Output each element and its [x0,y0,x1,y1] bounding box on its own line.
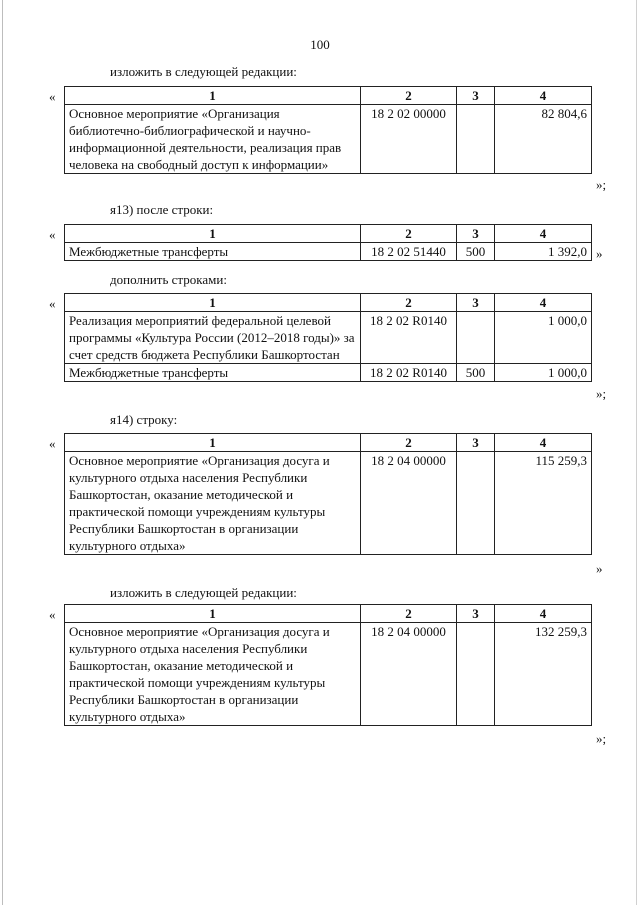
open-quote: « [49,296,56,311]
table-row [65,364,592,382]
close-quote: »; [596,177,607,192]
row-name: Реализация мероприятий федеральной целевой программы «Культура России (2012–2018 годы)» за счет средств бюджета Республики Башкортостан [65,312,361,364]
table-row [65,312,592,364]
row-type [457,105,495,174]
section-intro: я14) строку: [110,412,178,427]
row-type [457,623,495,726]
column-header: 1 [65,605,361,623]
row-code: 18 2 02 R0140 [361,312,457,364]
column-header: 2 [361,294,457,312]
section-intro: изложить в следующей редакции: [110,585,297,600]
row-type [457,312,495,364]
column-header: 2 [361,605,457,623]
row-name: Межбюджетные трансферты [65,364,361,382]
column-header: 4 [495,294,592,312]
column-header: 2 [361,225,457,243]
column-header: 1 [65,225,361,243]
table-row [65,623,592,726]
table-header-row [65,605,592,623]
column-header: 1 [65,434,361,452]
row-amount: 115 259,3 [495,452,592,555]
table-header-row [65,87,592,105]
row-amount: 132 259,3 [495,623,592,726]
row-amount: 1 000,0 [495,312,592,364]
row-code: 18 2 02 00000 [361,105,457,174]
column-header: 2 [361,87,457,105]
row-name: Основное мероприятие «Организация библиотечно-библиографической и научно-информационной деятельности, реализация прав человека на свободный доступ к информации» [65,105,361,174]
column-header: 4 [495,87,592,105]
table-header-row [65,225,592,243]
open-quote: « [49,436,56,451]
budget-table [64,224,592,261]
row-amount: 1 000,0 [495,364,592,382]
row-type: 500 [457,364,495,382]
table-header-row [65,434,592,452]
close-quote: »; [596,386,607,401]
budget-table [64,433,592,555]
close-quote: » [596,246,603,261]
column-header: 1 [65,87,361,105]
row-code: 18 2 04 00000 [361,623,457,726]
table-row [65,105,592,174]
open-quote: « [49,89,56,104]
table-row [65,243,592,261]
close-quote: »; [596,731,607,746]
column-header: 4 [495,605,592,623]
column-header: 3 [457,294,495,312]
column-header: 2 [361,434,457,452]
column-header: 4 [495,434,592,452]
open-quote: « [49,227,56,242]
section-intro: я13) после строки: [110,202,214,217]
section-intro: дополнить строками: [110,272,227,287]
row-code: 18 2 02 R0140 [361,364,457,382]
row-amount: 1 392,0 [495,243,592,261]
row-type [457,452,495,555]
row-name: Основное мероприятие «Организация досуга и культурного отдыха населения Республики Башкортостан, оказание методической и практической помощи учреждениям культуры Республики Башкортостан в организации культурного отдыха» [65,623,361,726]
column-header: 1 [65,294,361,312]
page-number: 100 [310,37,330,52]
table-row [65,452,592,555]
table-header-row [65,294,592,312]
column-header: 3 [457,87,495,105]
row-code: 18 2 02 51440 [361,243,457,261]
budget-table [64,604,592,726]
column-header: 3 [457,434,495,452]
section-intro: изложить в следующей редакции: [110,64,297,79]
close-quote: » [596,561,603,576]
row-name: Основное мероприятие «Организация досуга и культурного отдыха населения Республики Башкортостан, оказание методической и практической помощи учреждениям культуры Республики Башкортостан в организации культурного отдыха» [65,452,361,555]
budget-table [64,293,592,382]
row-code: 18 2 04 00000 [361,452,457,555]
column-header: 3 [457,605,495,623]
open-quote: « [49,607,56,622]
budget-table [64,86,592,174]
row-name: Межбюджетные трансферты [65,243,361,261]
column-header: 3 [457,225,495,243]
page-edge-left [2,0,3,905]
row-type: 500 [457,243,495,261]
row-amount: 82 804,6 [495,105,592,174]
column-header: 4 [495,225,592,243]
page-edge-right [636,0,637,905]
